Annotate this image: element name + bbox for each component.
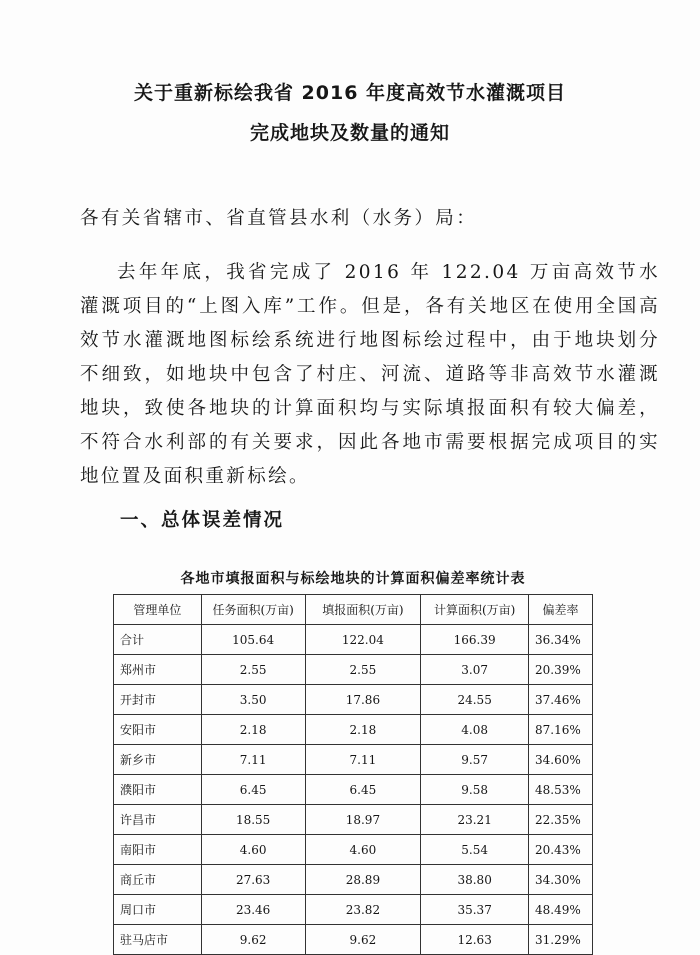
deviation-rate-cell: 34.30%	[529, 865, 593, 895]
document-title-line1: 关于重新标绘我省 2016 年度高效节水灌溉项目	[133, 82, 567, 104]
reported-area-cell: 2.55	[305, 655, 421, 685]
table-body	[114, 625, 593, 955]
calculated-area-cell: 24.55	[421, 685, 529, 715]
table-row	[114, 745, 593, 775]
reported-area-cell: 6.45	[305, 775, 421, 805]
unit-cell: 合计	[114, 625, 202, 655]
reported-area-cell: 18.97	[305, 805, 421, 835]
calculated-area-cell: 9.57	[421, 745, 529, 775]
unit-cell: 安阳市	[114, 715, 202, 745]
reported-area-cell: 122.04	[305, 625, 421, 655]
task-area-cell: 7.11	[201, 745, 305, 775]
document-title-line2: 完成地块及数量的通知	[249, 122, 450, 144]
reported-area-cell: 9.62	[305, 925, 421, 955]
header-calculated-area: 计算面积(万亩)	[421, 595, 529, 625]
deviation-rate-cell: 48.49%	[529, 895, 593, 925]
salutation: 各有关省辖市、省直管县水利（水务）局：	[80, 208, 478, 229]
table-row	[114, 625, 593, 655]
unit-cell: 濮阳市	[114, 775, 202, 805]
reported-area-cell: 17.86	[305, 685, 421, 715]
unit-cell: 开封市	[114, 685, 202, 715]
header-task-area: 任务面积(万亩)	[201, 595, 305, 625]
table-row	[114, 865, 593, 895]
unit-cell: 许昌市	[114, 805, 202, 835]
section-heading: 一、总体误差情况	[120, 510, 285, 531]
deviation-rate-cell: 34.60%	[529, 745, 593, 775]
deviation-rate-cell: 22.35%	[529, 805, 593, 835]
deviation-rate-cell: 36.34%	[529, 625, 593, 655]
deviation-rate-cell: 20.43%	[529, 835, 593, 865]
reported-area-cell: 23.82	[305, 895, 421, 925]
unit-cell: 新乡市	[114, 745, 202, 775]
task-area-cell: 27.63	[201, 865, 305, 895]
task-area-cell: 18.55	[201, 805, 305, 835]
reported-area-cell: 2.18	[305, 715, 421, 745]
calculated-area-cell: 9.58	[421, 775, 529, 805]
calculated-area-cell: 38.80	[421, 865, 529, 895]
calculated-area-cell: 35.37	[421, 895, 529, 925]
table-row	[114, 715, 593, 745]
calculated-area-cell: 3.07	[421, 655, 529, 685]
header-deviation-rate: 偏差率	[529, 595, 593, 625]
calculated-area-cell: 4.08	[421, 715, 529, 745]
unit-cell: 南阳市	[114, 835, 202, 865]
task-area-cell: 2.18	[201, 715, 305, 745]
table-header-row	[114, 595, 593, 625]
unit-cell: 商丘市	[114, 865, 202, 895]
table-row	[114, 835, 593, 865]
unit-cell: 郑州市	[114, 655, 202, 685]
task-area-cell: 2.55	[201, 655, 305, 685]
reported-area-cell: 7.11	[305, 745, 421, 775]
deviation-rate-cell: 87.16%	[529, 715, 593, 745]
deviation-rate-cell: 20.39%	[529, 655, 593, 685]
table-row	[114, 895, 593, 925]
deviation-table	[113, 594, 593, 955]
calculated-area-cell: 166.39	[421, 625, 529, 655]
reported-area-cell: 4.60	[305, 835, 421, 865]
deviation-rate-cell: 37.46%	[529, 685, 593, 715]
task-area-cell: 3.50	[201, 685, 305, 715]
task-area-cell: 9.62	[201, 925, 305, 955]
unit-cell: 周口市	[114, 895, 202, 925]
calculated-area-cell: 23.21	[421, 805, 529, 835]
header-unit: 管理单位	[114, 595, 202, 625]
calculated-area-cell: 5.54	[421, 835, 529, 865]
calculated-area-cell: 12.63	[421, 925, 529, 955]
table-title: 各地市填报面积与标绘地块的计算面积偏差率统计表	[180, 571, 526, 587]
deviation-rate-cell: 48.53%	[529, 775, 593, 805]
table-row	[114, 655, 593, 685]
task-area-cell: 23.46	[201, 895, 305, 925]
table-row	[114, 805, 593, 835]
table-row	[114, 925, 593, 955]
body-paragraph: 去年年底，我省完成了 2016 年 122.04 万亩高效节水灌溉项目的“上图入库”工作。但是，各有关地区在使用全国高效节水灌溉地图标绘系统进行地图标绘过程中，由于地块划分不细致，如地块中包含了村庄、河流、道路等非高效节水灌溉地块，致使各地块的计算面积均与实际填报面积有较大偏差，不符合水利部的有关要求，因此各地市需要根据完成项目的实地位置及面积重新标绘。	[80, 262, 660, 487]
table-row	[114, 685, 593, 715]
unit-cell: 驻马店市	[114, 925, 202, 955]
task-area-cell: 105.64	[201, 625, 305, 655]
task-area-cell: 6.45	[201, 775, 305, 805]
reported-area-cell: 28.89	[305, 865, 421, 895]
table-row	[114, 775, 593, 805]
header-reported-area: 填报面积(万亩)	[305, 595, 421, 625]
task-area-cell: 4.60	[201, 835, 305, 865]
deviation-rate-cell: 31.29%	[529, 925, 593, 955]
